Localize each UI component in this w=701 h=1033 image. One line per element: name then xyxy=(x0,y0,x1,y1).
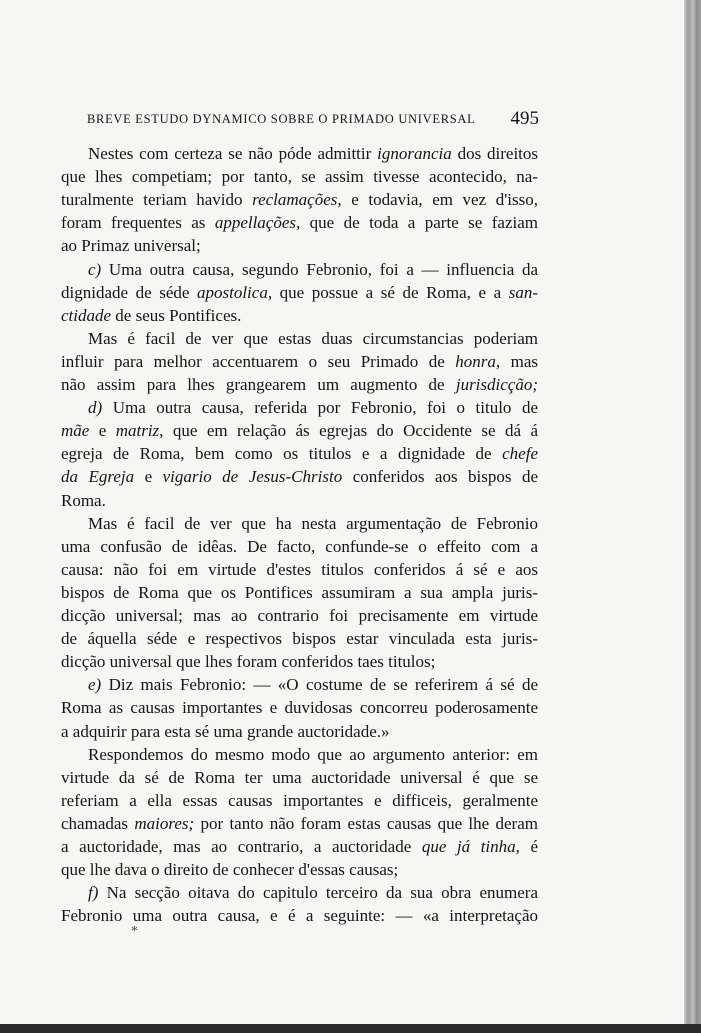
text-segment: a auctoridade, mas ao contrario, a auctoridade xyxy=(61,837,422,856)
italic-text: reclamações, xyxy=(252,190,342,210)
italic-text: vigario de Jesus-Christo xyxy=(162,467,343,487)
text-segment: Uma outra causa, referida por Febronio, foi o titulo de xyxy=(102,398,538,418)
italic-text: appellações, xyxy=(214,213,301,233)
text-segment: dignidade de séde xyxy=(61,282,197,302)
text-segment: que possue a sé de Roma, e a xyxy=(272,282,509,302)
text-line xyxy=(61,211,538,235)
text-line xyxy=(61,373,538,397)
text-line xyxy=(61,743,538,767)
scan-border xyxy=(0,1024,701,1033)
text-line xyxy=(61,604,538,628)
text-segment: conferidos aos bispos de xyxy=(342,467,539,487)
text-line xyxy=(61,512,538,536)
text-segment: turalmente teriam havido xyxy=(61,190,253,210)
text-segment: egreja de Roma, bem como os titulos e a dignidade de xyxy=(61,444,503,464)
italic-text: mãe xyxy=(61,421,90,441)
text-line xyxy=(61,766,538,790)
text-segment: referiam a ella essas causas importantes e difficeis, geralmente xyxy=(61,790,538,810)
text-segment: virtude da sé de Roma ter uma auctoridade universal é que se xyxy=(61,767,538,787)
text-segment: Respondemos do mesmo modo que ao argumento anterior: em xyxy=(88,744,538,764)
text-line xyxy=(61,535,538,559)
italic-text: que já tinha, xyxy=(421,837,520,856)
text-line xyxy=(61,281,538,305)
text-segment: e xyxy=(89,421,116,441)
text-line xyxy=(61,396,538,420)
italic-text: da Egreja xyxy=(61,467,135,487)
text-segment: ao Primaz universal; xyxy=(61,236,201,256)
text-line xyxy=(61,304,538,328)
text-line xyxy=(61,673,538,697)
text-line xyxy=(61,696,538,720)
text-line xyxy=(61,627,538,651)
text-segment: Mas é facil de ver que ha nesta argumentação de Febronio xyxy=(88,513,538,533)
text-line xyxy=(61,234,538,258)
text-line xyxy=(61,650,538,674)
text-segment: que em relação ás egrejas do Occidente se dá á xyxy=(163,421,538,441)
text-segment: não assim para lhes grangearem um augmento de xyxy=(61,375,456,394)
text-segment: de seus Pontifices. xyxy=(111,305,242,325)
text-line xyxy=(61,835,538,859)
text-segment: a adquirir para esta sé uma grande auctoridade.» xyxy=(61,721,390,741)
text-line xyxy=(61,142,538,166)
text-line xyxy=(61,581,538,605)
text-segment: Roma as causas importantes e duvidosas concorreu poderosamente xyxy=(61,698,538,718)
text-segment: é xyxy=(519,837,539,856)
text-segment: chamadas xyxy=(61,813,135,833)
page-header xyxy=(87,108,539,132)
text-segment: dicção universal; mas ao contrario foi precisamente em virtude xyxy=(61,606,538,625)
text-segment: de áquella séde e respectivos bispos estar vinculada esta juris- xyxy=(61,629,538,649)
text-line xyxy=(61,812,538,836)
text-segment: dos direitos xyxy=(451,144,539,163)
text-line xyxy=(61,465,538,489)
italic-text: apostolica, xyxy=(197,282,273,302)
text-segment: bispos de Roma que os Pontifices assumiram a sua ampla juris- xyxy=(61,582,538,602)
italic-text: c) xyxy=(88,259,102,279)
text-segment: Mas é facil de ver que estas duas circumstancias poderiam xyxy=(88,328,538,348)
text-segment: uma confusão de idêas. De facto, confunde-se o effeito com a xyxy=(61,536,538,556)
text-line xyxy=(61,258,538,282)
text-line xyxy=(61,489,538,513)
text-segment: Nestes com certeza se não póde admittir xyxy=(88,144,378,163)
text-segment: dicção universal que lhes foram conferidos taes titulos; xyxy=(61,652,436,672)
text-line xyxy=(61,558,538,582)
italic-text: f) xyxy=(88,883,99,903)
text-line xyxy=(61,350,538,374)
text-segment: por tanto não foram estas causas que lhe deram xyxy=(194,813,538,833)
italic-text: chefe xyxy=(502,444,538,464)
text-segment: influir para melhor accentuarem o seu Primado de xyxy=(61,351,456,371)
text-segment: Uma outra causa, segundo Febronio, foi a — influencia da xyxy=(101,259,538,279)
text-line xyxy=(61,789,538,813)
text-segment: e xyxy=(134,467,163,487)
italic-text: jurisdicção; xyxy=(455,375,538,394)
text-segment: Diz mais Febronio: — «O costume de se referirem á sé de xyxy=(101,675,538,695)
text-segment: que lhes competiam; por tanto, se assim tivesse acontecido, na- xyxy=(61,167,538,187)
text-segment: que lhe dava o direito de conhecer d'essas causas; xyxy=(61,860,399,880)
text-line xyxy=(61,858,538,882)
italic-text: ignorancia xyxy=(377,144,452,163)
page-edge xyxy=(684,0,701,1033)
italic-text: san- xyxy=(508,282,538,302)
text-line xyxy=(61,442,538,466)
text-line xyxy=(61,327,538,351)
text-line xyxy=(61,419,538,443)
text-line xyxy=(61,881,538,905)
text-segment: causa: não foi em virtude d'estes titulos conferidos á sé e aos xyxy=(61,559,538,579)
running-title: BREVE ESTUDO DYNAMICO SOBRE O PRIMADO UNIVERSAL xyxy=(87,112,476,126)
italic-text: ctidade xyxy=(61,305,112,325)
text-segment: foram frequentes as xyxy=(61,213,215,233)
italic-text: d) xyxy=(88,398,103,418)
text-segment: mas xyxy=(500,351,539,371)
text-line xyxy=(61,165,538,189)
footer-mark: * xyxy=(131,924,138,939)
italic-text: honra, xyxy=(455,351,501,371)
text-segment: Na secção oitava do capitulo terceiro da sua obra enumera xyxy=(98,883,538,903)
italic-text: e) xyxy=(88,675,102,695)
text-segment: e todavia, em vez d'isso, xyxy=(341,190,538,210)
text-segment: Roma. xyxy=(61,490,106,510)
italic-text: matriz, xyxy=(115,421,164,441)
text-line xyxy=(61,188,538,212)
text-segment: que de toda a parte se faziam xyxy=(300,213,538,233)
italic-text: maiores; xyxy=(134,813,195,833)
page-number: 495 xyxy=(510,108,539,129)
text-segment: Febronio uma outra causa, e é a seguinte: — «a interpretação xyxy=(61,906,538,926)
text-line xyxy=(61,720,538,744)
